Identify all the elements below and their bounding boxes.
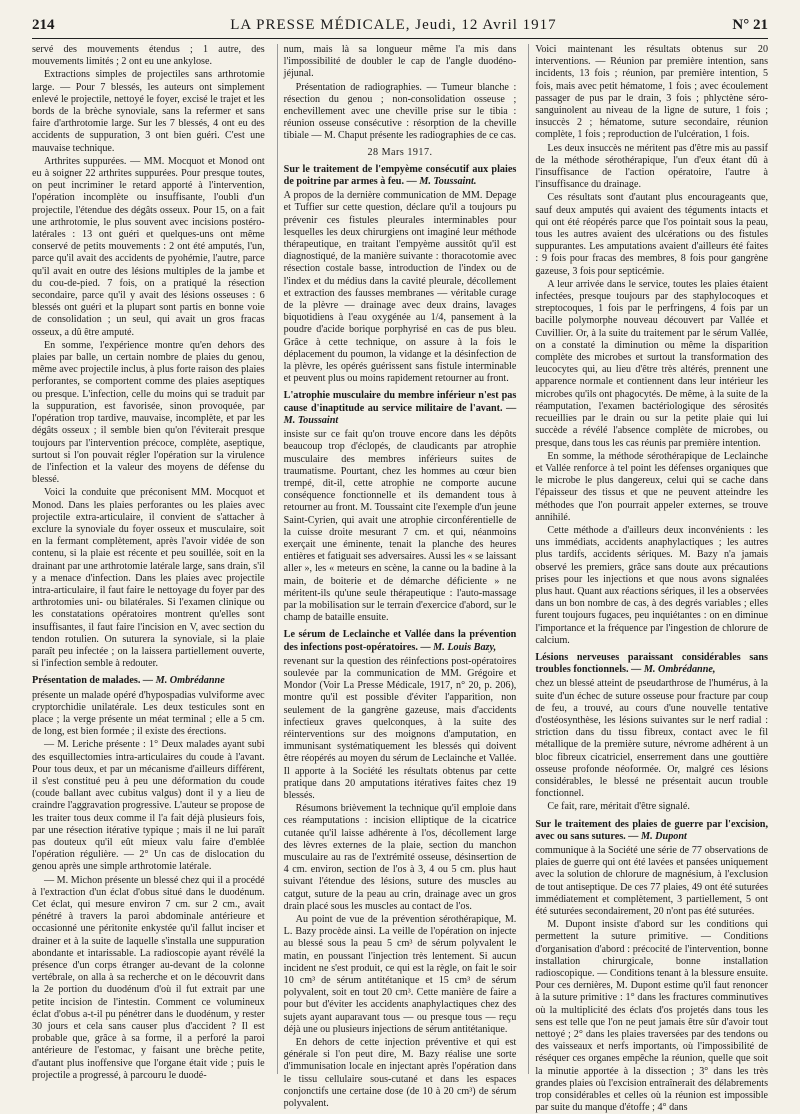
page-header — [32, 12, 768, 39]
paragraph: — M. Michon présente un blessé chez qui il a procédé à l'extraction d'un éclat d'obus situé dans le duodénum. Cet éclat, qui mesure environ 7 cm. sur 2 cm., avait pénétré à travers la paroi abdominale antérieure et occasionné une péritonite enkystée qu'il fallut inciser et drainer et à la suite de laquelle s'installa une suppuration abondante et intarissable. La radioscopie ayant révélé la présence d'un corps étranger au-devant de la colonne vertébrale, on alla à sa recherche et on le découvrit dans la 2e portion du duodénum d'où il fut extrait par une petite incision de l'intestin. Comment ce volumineux éclat d'obus a-t-il pu pénétrer dans le duodénum, y rester 30 jours et cela sans causer plus d'accident ? Il est probable que, grâce à sa forme, il a perforé la paroi antérieure de l'estomac, y faisant une brèche petite, d'autant plus inoffensive que l'organe était vide ; puis le projectile a progressé, à parcouru le duodé- — [32, 874, 265, 1081]
paragraph: Les deux insuccès ne méritent pas d'être mis au passif de la méthode sérothérapique, l'un d'eux étant dû à l'insuffisance de l'action opératoire, l'autre à l'insuffisance du drainage. — [535, 142, 769, 191]
heading-title: Présentation de malades. — [32, 675, 141, 687]
paragraph: Au point de vue de la prévention sérothérapique, M. L. Bazy procède ainsi. La veille de l'opération on injecte au blessé sous la peau 5 cm³ de sérum polyvalent le matin, en poussant l'injection très lentement. Si aucun incident ne s'est produit, ce qui est la règle, on fait le soir 10 cm³ de sérum antitétanique et 15 cm³ de sérum polyvalent, soit en tout 20 cm³. Cette manière de faire a pour but d'éviter les accidents anaphylactiques chez des sujets ayant auparavant tous — ou presque tous — reçu déjà une ou plusieurs injections de sérum antitétanique. — [283, 914, 517, 1035]
paragraph: Voici maintenant les résultats obtenus sur 20 interventions. — Réunion par première intention, sans incidents, 13 fois ; réunion, par première intention, 5 fois, mais avec petit hématome, 1 fois ; avec écoulement passager de pus par le drain, 3 fois ; phlyctène séro-sanguinolent au niveau de la ligne de suture, 1 fois ; insuccès 2 ; hématome, suture secondaire, réunion complète, 1 fois ; reproduction de l'ulcération, 1 fois. — [535, 44, 769, 141]
paragraph: Résumons brièvement la technique qu'il emploie dans ces réamputations : incision elliptique de la cicatrice cutanée qu'il laisse adhérente à l'os, décollement large des lèvres externes de la plaie, section du manchon musculaire au ras de l'extrémité osseuse, désinsertion de 4 cm. environ, section de l'os à 3, 4 ou 5 cm. plus haut suivant l'étendue des lésions, suture des muscles au catgut, suture de la peau au crin, drainage avec un gros drain placé sous les muscles au contact de l'os. — [283, 803, 517, 912]
heading-title: Le sérum de Leclainche et Vallée dans la prévention des infections post-opératoires. — [283, 629, 517, 653]
heading-author: — M. Louis Bazy, — [420, 641, 497, 653]
journal-title: LA PRESSE MÉDICALE, Jeudi, 12 Avril 1917 — [230, 16, 557, 33]
paragraph: présente un malade opéré d'hypospadias vulviforme avec cryptorchidie unilatérale. Les deux testicules sont en place ; la verge présente un méat terminal ; elle a 5 cm. de long, est bien formée ; il existe des érections. — [32, 689, 265, 738]
paragraph: En dehors de cette injection préventive et qui est générale si l'on peut dire, M. Bazy réalise une sorte d'immunisation locale en injectant après l'opération dans le tissu cellulaire sous-cutané et dans les espaces conjonctifs une certaine dose (de 10 à 20 cm³) de sérum polyvalent. — [283, 1037, 517, 1110]
section-heading — [535, 819, 768, 843]
heading-title: L'atrophie musculaire du membre inférieur n'est pas cause d'inaptitude au service militaire de l'avant. — [283, 390, 517, 414]
paragraph: Cette méthode a d'ailleurs deux inconvénients : les uns immédiats, accidents anaphylactiques ; les autres plus tardifs, accidents sériques. M. Bazy n'a jamais observé les premiers, grâce sans doute aux précautions prises pour les injections et que nous avons signalées plus haut. Quant aux réactions sériques, il les a observées dans un bon nombre de cas, à des degrés variables ; elles furent toujours fugaces, peu inquiétantes : on en diminue l'importance et la fréquence par l'ingestion de chlorure de calcium. — [535, 524, 769, 646]
issue-number: N° 21 — [732, 16, 768, 33]
heading-title: Lésions nerveuses paraissant considérables sans troubles fonctionnels. — [535, 651, 769, 676]
section-heading — [284, 629, 517, 653]
heading-author: — M. Dupont — [628, 830, 687, 842]
heading-author: — M. Ombrédanne — [142, 675, 225, 687]
paragraph: Extractions simples de projectiles sans arthrotomie large. — Pour 7 blessés, les auteurs ont simplement enlevé le projectile, nettoyé le foyer, excisé le trajet et les bords de la brèche synoviale, sans la refermer et sans faire d'arthrotomie large. Sur les 7 blessés, 4 ont eu des accidents de suppuration, 3 ont bien guéri. C'est une mauvaise technique. — [32, 69, 265, 154]
paragraph: En somme, la méthode sérothérapique de Leclainche et Vallée renforce à tel point les défenses organiques que le microbe le plus dangereux, celui qui se cache dans l'épaisseur des tissus et que ne peuvent atteindre les méthodes que l'on pourrait appeler externes, se trouve annihilé. — [535, 450, 769, 523]
column-3 — [528, 44, 769, 1114]
heading-title: Sur le traitement des plaies de guerre par l'excision, avec ou sans sutures. — [535, 818, 769, 842]
paragraph: A leur arrivée dans le service, toutes les plaies étaient infectées, presque toujours par des staphylocoques et streptocoques, 1 fois par le perfringens, 4 fois par un bacille polymorphe nouveau découvert par Vallée et Cuvillier. Or, à la suite du traitement par le sérum Vallée, on a constaté la diminution ou même la disparition complète des microbes et surtout la transformation des leucocytes qui, au lieu d'être très altérés, prennent une apparence normale et contiennent dans leur intérieur les microbes qu'ils ont phagocytés. De même, à la suite de la réamputation, l'examen bactériologique des sérosités recueillies par le drain ou sur la petite plaie qui lui succède a révélé l'absence complète de microbes, ou presque, dans tous les cas réunis par première intention. — [535, 278, 769, 449]
paragraph: insiste sur ce fait qu'on trouve encore dans les dépôts beaucoup trop d'éclopés, de claudicants par atrophie musculaire des membres inférieurs suites de traumatisme. Pourtant, chez les hommes au cœur bien trempé, dit-il, cette atrophie ne comporte aucune conséquence fonctionnelle et ils demandent tous à retourner au front. M. Toussaint cite l'exemple d'un jeune Saint-Cyrien, qui avait une atrophie circonférentielle de la cuisse droite mesurant 7 cm. et qui, néanmoins exerçait une éminente, tenait la planche des heures entières et fatiguait ses adversaires. Aussi les « se laissant aller », les « meteurs en scène, la canne ou la badine à la main, de boiterie et de démarche déficiente » ne méritent-ils qu'une seule thérapeutique : l'auto-massage par la mobilisation sur le terrain d'exercice d'abord, sur le champ de bataille ensuite. — [283, 429, 517, 624]
paragraph: Voici la conduite que préconisent MM. Mocquot et Monod. Dans les plaies perforantes ou les plaies avec projectile extra-articulaire, il convient de s'attacher à exclure la synoviale du foyer osseux et musculaire, soit en la fermant complètement, après l'avoir vidée de son contenu, si la plaie est récente et peu souillée, soit en la drainant par une arthrotomie latérale large, sans drain, s'il y a menace d'infection. Dans les plaies avec projectile intra-articulaire, il faut faire le nettoyage du foyer par des arthrotomies uni- ou bilatérales. Si l'examen clinique ou les constatations opératoires montrent qu'elles sont insuffisantes, il faut faire l'incision en V, avec section du tendon rotulien. On suturera la synoviale, si la plaie paraît peu infectée ; on la laissera partiellement ouverte, si l'infection semble à redouter. — [32, 487, 265, 670]
paragraph: — M. Leriche présente : 1° Deux malades ayant subi des esquillectomies intra-articulaires du coude à l'avant. Pour tous deux, et par un mécanisme d'ailleurs différent, il s'est constitué peu à peu une déformation du coude (coude ballant avec cubitus valgus) dont il y a lieu de craindre l'aggravation progressive. L'auteur se propose de les traiter tous deux comme il l'a fait déjà plusieurs fois, par une résection itérative typique ; mais il ne lui paraît pas douteux qu'il eût mieux valu faire d'emblée l'opération régulière. — 2° Un cas de dislocation du genou après une simple arthrotomie latérale. — [32, 739, 265, 873]
column-2 — [277, 44, 517, 1110]
heading-author: — M. Toussaint — [283, 402, 517, 426]
session-date: 28 Mars 1917. — [367, 146, 433, 158]
paragraph: Ce fait, rare, méritait d'être signalé. — [547, 801, 690, 813]
page-number: 214 — [32, 16, 55, 33]
paragraph: communique à la Société une série de 77 observations de plaies de guerre qui ont été lavées et pansées uniquement avec la solution de chlorure de magnésium, à l'exclusion de tout antiseptique. De ces 77 plaies, 49 ont été suturées immédiatement et complètement, 3 partiellement, 5 ont été suturées secondairement, 20 n'ont pas été suturées. — [535, 845, 769, 918]
heading-author: — M. Toussaint. — [406, 176, 477, 188]
paragraph: servé des mouvements étendus ; 1 autre, des mouvements limités ; 2 ont eu une ankylose. — [32, 44, 265, 68]
paragraph: num, mais là sa longueur même l'a mis dans l'impossibilité de doubler le cap de l'angle duodéno-jéjunal. — [283, 44, 517, 80]
paragraph: Présentation de radiographies. — Tumeur blanche : résection du genou ; non-consolidation osseuse ; enchevillement avec une cheville prise sur le tibia : réunion osseuse consécutive : résorption de la cheville tibiale — M. Chaput présente les radiographies de ce cas. — [283, 81, 517, 142]
paragraph: Arthrites suppurées. — MM. Mocquot et Monod ont eu à soigner 22 arthrites suppurées. Pour presque toutes, on peut incriminer le retard apporté à l'intervention, l'opération incomplète ou insuffisante, l'oubli d'un projectile, l'étendue des dégâts osseux. Pour 15, on a fait une arthrotomie, le plus souvent avec incisions postéro-latérales : 13 ont guéri et quelques-uns ont même conservé de petits mouvements : 2 ont été amputés, l'un, parce qu'il avait des accidents de pyohémie, l'autre, parce qu'il avait en outre des lésions multiples de la jambe et du cou-de-pied. 7 fois, on a pratiqué la résection secondaire, parce qu'il y avait des lésions osseuses : 6 blessés ont guéri et la plupart sont partis en bonne voie de consolidation ; un seul, qui avait un gros fracas osseux, a dû être amputé. — [32, 155, 265, 338]
paragraph: chez un blessé atteint de pseudarthrose de l'humérus, à la suite d'un échec de suture osseuse pour fracture par coup de feu, a trouvé, au cours d'une nouvelle tentative d'ostéosynthèse, les lésions suivantes sur le nerf radial : striction dans du tissu fibreux, contact avec le fil métallique de la première suture, névrome adhérent à un bloc fibreux cicatriciel, enserrement dans une gouttière osseuse profonde néoformée. Or, malgré ces lésions considérables, le blessé ne présentait aucun trouble fonctionnel. — [535, 678, 769, 800]
paragraph: Ces résultats sont d'autant plus encourageants que, sauf deux amputés qui avaient des téguments intacts et qui ont été réopérés parce que l'os pointait sous la peau, tous les autres avaient des ulcérations ou des fistules suppurantes. Les amputations avaient d'ailleurs été faites : 9 fois pour fracas des membres, 8 fois pour gangrène gazeuse, 3 fois pour septicémie. — [535, 192, 769, 277]
section-heading — [535, 652, 768, 676]
heading-title: Sur le traitement de l'empyème consécutif aux plaies de poitrine par armes à feu. — [283, 163, 517, 188]
section-heading — [284, 164, 517, 188]
paragraph: A propos de la dernière communication de MM. Depage et Tuffier sur cette question, déclare qu'il a toujours pu prévenir ces fistules pleurales interminables pour lesquelles les deux chirurgiens ont imaginé leur méthode thérapeutique, en traitant l'empyème aussitôt qu'il est diagnostiqué, de la manière suivante : thoracotomie avec résection costale basse, introduction de l'index ou de l'index et du médius dans la cavité pleurale, décollement et extraction des fausses membranes — véritable curage de la plèvre — drainage avec deux drains, lavages biquotidiens à l'eau oxygénée au 1/4, pansement à la poudre d'acide borique porphyrisé en cas de pus bleu. Grâce à cette technique, on assure à la fois le déplacement du poumon, la vidange et la désinfection de la plèvre, les opérés guérissent sans fistule interminable et peuvent plus ou moins rapidement retourner au front. — [283, 190, 517, 385]
column-1 — [32, 44, 265, 1081]
section-heading — [284, 390, 517, 427]
heading-author: — M. Ombrédanne, — [631, 664, 716, 676]
section-heading — [32, 675, 265, 687]
paragraph: M. Dupont insiste d'abord sur les conditions qui permettent la suture primitive. — Conditions d'organisation d'abord : précocité de l'intervention, bonne installation chirurgicale, bonne installation radioscopique. — Conditions tenant à la blessure ensuite. Pour ces dernières, M. Dupont estime qu'il faut renoncer à la suture primitive : 1° dans les fractures comminutives où la multiplicité des éclats d'os projetés dans tous les sens est telle que l'on ne peut jamais être sûr d'avoir tout nettoyé ; 2° dans les plaies traversées par des tendons ou des vaisseaux et nerfs importants, où l'impossibilité de réséquer ces organes empêche la réunion, quelle que soit la minutie apportée à la dissection ; 3° dans les très grandes plaies où l'excision entraînerait des délabrements trop considérables et celles où la réunion est impossible par suite du manque d'étoffe ; 4° dans — [535, 919, 769, 1114]
paragraph: revenant sur la question des réinfections post-opératoires soulevée par la communication de MM. Grégoire et Mondor (Voir La Presse Médicale, 1917, n° 20, p. 206), montre qu'il est possible d'éviter l'apparition, non seulement de la gangrène gazeuse, mais d'accidents infectieux graves quelconques, à la suite des réinterventions sur des moignons d'amputation, en immunisant systématiquement les blessés qui doivent être réopérés au moyen du sérum de Leclainche et Vallée. Il apporte à la Société les résultats obtenus par cette pratique dans 20 amputations itératives faites chez 19 blessés. — [283, 655, 517, 801]
paragraph: En somme, l'expérience montre qu'en dehors des plaies par balle, un certain nombre de plaies du genou, même avec projectile inclus, à plus forte raison des plaies perforantes, se comportent comme des plaies aseptiques ou presque. L'infection, celle du moins qui se traduit par la suppuration, est favorisée, sinon provoquée, par l'opération trop tardive, mauvaise, incomplète, et par les dégâts osseux ; il semble bien qu'on l'éviterait presque toujours par l'intervention précoce, complète, aseptique, surtout si l'on pouvait régler l'opération sur la virulence de l'infection et la valeur des moyens de défense du blessé. — [32, 339, 265, 486]
article-columns — [32, 44, 769, 1114]
